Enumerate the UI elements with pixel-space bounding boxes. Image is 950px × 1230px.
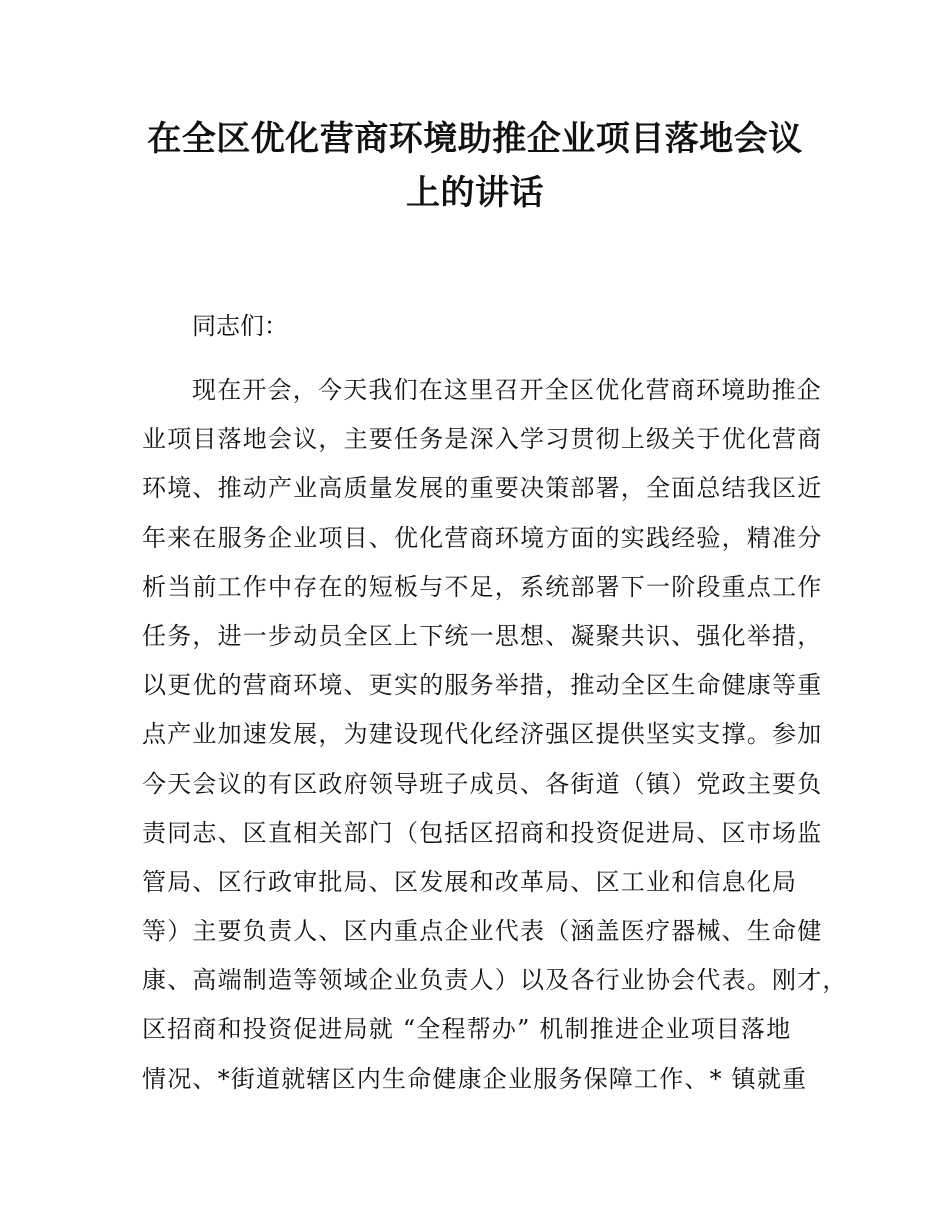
- body-line: 管局、区行政审批局、区发展和改革局、区工业和信息化局: [142, 867, 798, 896]
- body-line: 任务，进一步动员全区上下统一思想、凝聚共识、强化举措，: [142, 621, 823, 650]
- body-line: 等）主要负责人、区内重点企业代表（涵盖医疗器械、生命健: [142, 917, 823, 946]
- body-line: 责同志、区直相关部门（包括区招商和投资促进局、区市场监: [142, 818, 823, 847]
- body-line: 析当前工作中存在的短板与不足，系统部署下一阶段重点工作: [142, 572, 823, 601]
- title-line-2: 上的讲话: [406, 173, 544, 213]
- body-line: 今天会议的有区政府领导班子成员、各街道（镇）党政主要负: [142, 769, 823, 798]
- body-line: 环境、推动产业高质量发展的重要决策部署，全面总结我区近: [142, 474, 823, 503]
- body-line: 点产业加速发展，为建设现代化经济强区提供坚实支撑。参加: [142, 720, 823, 749]
- document-title: [120, 112, 830, 220]
- body-line: 以更优的营商环境、更实的服务举措，推动全区生命健康等重: [142, 671, 823, 700]
- salutation: 同志们：: [192, 312, 288, 340]
- body-line: 康、高端制造等领域企业负责人）以及各行业协会代表。刚才，: [142, 966, 848, 995]
- body-line: 区招商和投资促进局就 “全程帮办” 机制推进企业项目落地: [142, 1015, 792, 1044]
- body-paragraph: [142, 366, 848, 1104]
- body-line: 现在开会，今天我们在这里召开全区优化营商环境助推企: [192, 376, 822, 404]
- title-line-1: 在全区优化营商环境助推企业项目落地会议: [147, 119, 803, 159]
- body-line: 业项目落地会议，主要任务是深入学习贯彻上级关于优化营商: [142, 425, 823, 454]
- body-line: 年来在服务企业项目、优化营商环境方面的实践经验，精准分: [142, 523, 823, 552]
- body-line: 情况、*街道就辖区内生命健康企业服务保障工作、* 镇就重: [142, 1064, 808, 1093]
